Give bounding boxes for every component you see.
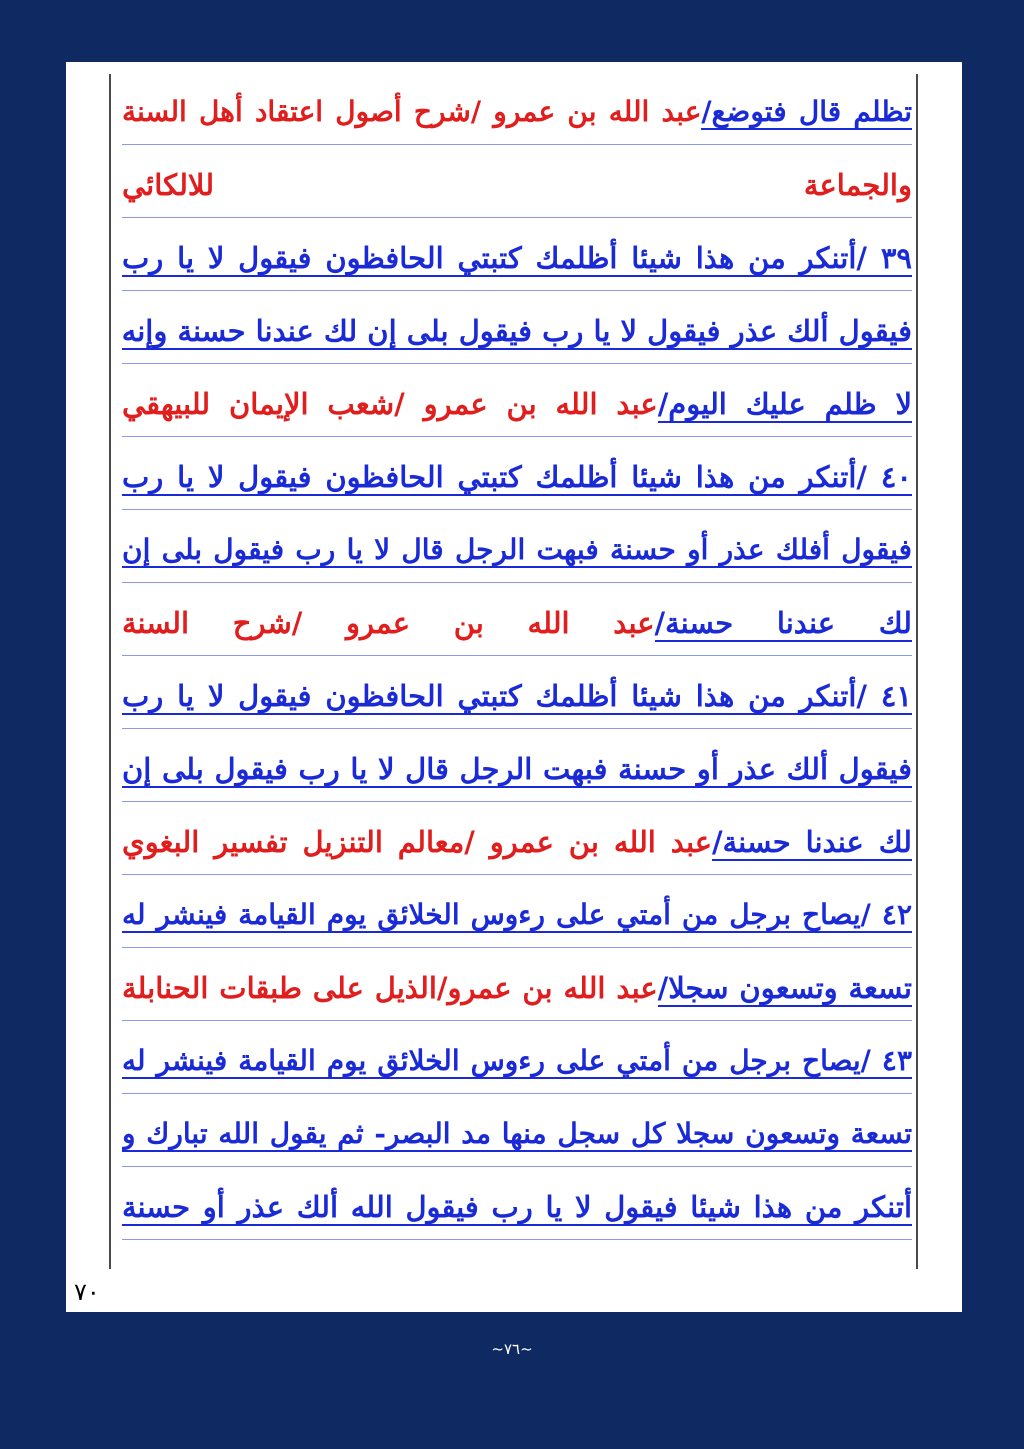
narration-text: ٤٠ /أتنكر من هذا شيئا أظلمك كتبتي الحافظون فيقول لا يا رب [122,460,912,494]
narration-text: ٤١ /أتنكر من هذا شيئا أظلمك كتبتي الحافظون فيقول لا يا رب [122,679,912,713]
text-line [122,954,912,1027]
text-line [122,735,912,808]
narration-text: تسعة وتسعون سجلا/ [657,971,912,1005]
narration-text: فيقول ألك عذر أو حسنة فبهت الرجل قال لا يا رب فيقول بلى إن [122,752,912,786]
text-line [122,1173,912,1246]
text-line [122,224,912,297]
narration-text: أتنكر من هذا شيئا فيقول لا يا رب فيقول الله ألك عذر أو حسنة [122,1190,912,1224]
narration-text: ٣٩ /أتنكر من هذا شيئا أظلمك كتبتي الحافظون فيقول لا يا رب [122,241,912,275]
text-line [122,881,912,954]
text-line [122,808,912,881]
text-line [122,78,912,151]
text-line [122,370,912,443]
narration-text: ٤٢ /يصاح برجل من أمتي على رءوس الخلائق يوم القيامة فينشر له [122,898,912,931]
source-citation: عبد الله بن عمرو /معالم التنزيل تفسير البغوي [122,825,713,859]
text-line [122,589,912,662]
text-line [122,443,912,516]
source-citation: عبد الله بن عمرو /شرح أصول اعتقاد أهل السنة [122,95,702,128]
source-citation: عبد الله بن عمرو /شعب الإيمان للبيهقي [122,387,658,421]
text-line [122,516,912,589]
narration-text: تظلم قال فتوضع/ [701,95,912,128]
narration-text: ٤٣ /يصاح برجل من أمتي على رءوس الخلائق يوم القيامة فينشر له [122,1044,912,1077]
right-margin-rule [916,74,918,1269]
hadith-text-block [122,78,912,1246]
footer-page-number: ~٧٦~ [491,1340,533,1358]
source-citation: والجماعة للالكائي [122,168,912,202]
page-number: ٧٠ [74,1278,100,1306]
text-line [122,1100,912,1173]
text-line [122,1027,912,1100]
source-citation: عبد الله بن عمرو /شرح السنة [122,606,655,640]
narration-text: لك عندنا حسنة/ [712,825,912,859]
narration-text: لك عندنا حسنة/ [654,606,912,640]
text-line [122,662,912,735]
narration-text: لا ظلم عليك اليوم/ [657,387,912,421]
narration-text: فيقول ألك عذر فيقول لا يا رب فيقول بلى إن لك عندنا حسنة وإنه [122,314,912,348]
source-citation: عبد الله بن عمرو/الذيل على طبقات الحنابلة [122,971,658,1005]
narration-text: فيقول أفلك عذر أو حسنة فبهت الرجل قال لا يا رب فيقول بلى إن [122,533,912,566]
text-line [122,151,912,224]
left-margin-rule [109,74,111,1269]
narration-text: تسعة وتسعون سجلا كل سجل منها مد البصر- ثم يقول الله تبارك و [122,1117,912,1150]
text-line [122,297,912,370]
document-page [66,62,962,1312]
